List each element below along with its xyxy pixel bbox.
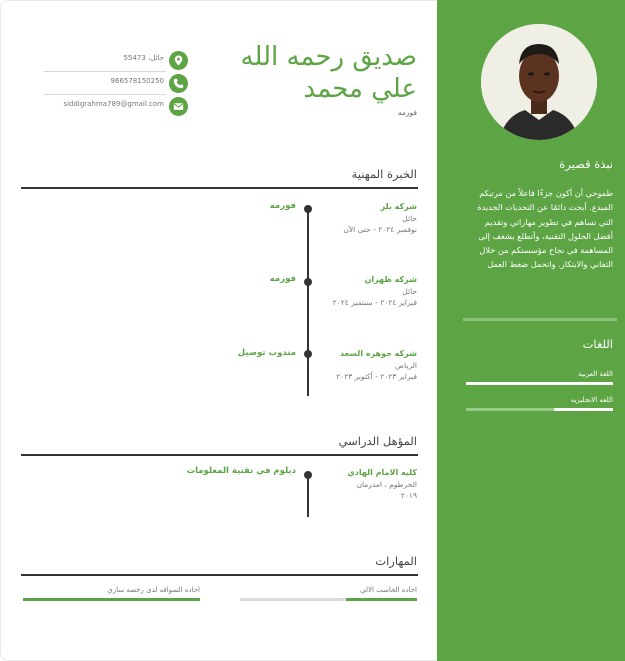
skill-level-track bbox=[23, 598, 200, 601]
company-city: الرياض bbox=[395, 360, 417, 370]
contact-underline bbox=[44, 94, 166, 95]
sidebar-divider bbox=[463, 318, 617, 321]
email-icon bbox=[169, 97, 188, 116]
skill-item bbox=[23, 586, 200, 601]
skills-divider bbox=[21, 574, 418, 576]
address-text: حائل، 55473 bbox=[123, 54, 164, 62]
job-period: نوفمبر ٢٠٢٤ - حتى الآن bbox=[343, 225, 417, 234]
job-role: فورمه bbox=[269, 274, 296, 284]
full-name-line-2: علي محمد bbox=[303, 74, 417, 104]
job-role: مندوب توصيل bbox=[237, 348, 296, 358]
language-name: اللغه الانجليزيه bbox=[570, 396, 613, 404]
language-level-fill bbox=[554, 408, 613, 411]
language-level-track bbox=[466, 382, 613, 385]
company-city: حائل bbox=[402, 286, 417, 296]
sidebar bbox=[437, 0, 625, 661]
company-city: حائل bbox=[402, 213, 417, 223]
timeline-dot bbox=[304, 471, 312, 479]
experience-divider bbox=[21, 187, 418, 189]
email-text[interactable]: siddigrahma789@gmail.com bbox=[63, 100, 164, 108]
about-title: نبذة قصيرة bbox=[559, 157, 613, 171]
language-level-track bbox=[466, 408, 613, 411]
contact-underline bbox=[44, 71, 166, 72]
phone-text[interactable]: 966578150250 bbox=[110, 77, 164, 85]
education-title: المؤهل الدراسي bbox=[338, 434, 417, 448]
job-period: فبراير ٢٠٢٤ - سبتمبر ٢٠٢٤ bbox=[332, 298, 417, 307]
skill-level-track bbox=[240, 598, 417, 601]
job-title: فورمه bbox=[397, 108, 417, 117]
language-level-fill bbox=[466, 382, 613, 385]
language-item bbox=[466, 396, 613, 411]
contact-phone bbox=[44, 73, 188, 95]
about-text: طموحي أن أكون جزءًا فاعلاً من مرتبكم المبدع. أبحث دائمًا عن التحديات الجديدة التي تساهم في تطوير مهاراتي وتقديم أفضل الحلول التقنية، وأتطلع بشغف إلى المساهمة في نجاح مؤسستكم من خلال التفاني والابتكار. واتحمل ضغط العمل bbox=[477, 188, 613, 270]
school-place: الخرطوم ، امدرمان bbox=[356, 479, 417, 489]
company-name: شركه ظهران bbox=[364, 275, 417, 284]
degree-name: دبلوم في تقنية المعلومات bbox=[186, 466, 296, 476]
school-name: كليه الامام الهادي bbox=[347, 468, 417, 477]
education-entry bbox=[317, 467, 417, 502]
language-name: اللغة العربية bbox=[578, 370, 613, 378]
language-item bbox=[466, 370, 613, 385]
timeline-dot bbox=[304, 350, 312, 358]
skills-title: المهارات bbox=[375, 554, 417, 568]
skill-name: اجاده السواقه لدى رخصه ساري bbox=[107, 586, 200, 594]
timeline-dot bbox=[304, 205, 312, 213]
experience-entry bbox=[317, 201, 417, 236]
contact-email bbox=[44, 96, 188, 118]
skill-name: اجاده الحاسب الالي bbox=[359, 586, 417, 594]
skill-level-fill bbox=[23, 598, 200, 601]
company-name: شركه بلر bbox=[380, 202, 417, 211]
location-icon bbox=[169, 51, 188, 70]
education-divider bbox=[21, 454, 418, 456]
experience-title: الخبرة المهنية bbox=[351, 167, 417, 181]
experience-timeline bbox=[307, 207, 309, 396]
skill-item bbox=[240, 586, 417, 601]
full-name-line-1: صديق رحمه الله bbox=[240, 42, 417, 72]
graduation-year: ٢٠١٩ bbox=[400, 491, 417, 500]
phone-icon bbox=[169, 74, 188, 93]
timeline-dot bbox=[304, 278, 312, 286]
skill-level-fill bbox=[346, 598, 417, 601]
job-period: فبراير ٢٠٢٣ - أكتوبر ٢٠٢٣ bbox=[336, 372, 417, 381]
languages-title: اللغات bbox=[582, 337, 613, 351]
contact-address bbox=[44, 50, 188, 72]
company-name: شركه جوهره السعد bbox=[340, 349, 417, 358]
job-role: فورمه bbox=[269, 201, 296, 211]
experience-entry bbox=[317, 274, 417, 309]
profile-photo bbox=[481, 24, 597, 140]
experience-entry bbox=[317, 348, 417, 383]
